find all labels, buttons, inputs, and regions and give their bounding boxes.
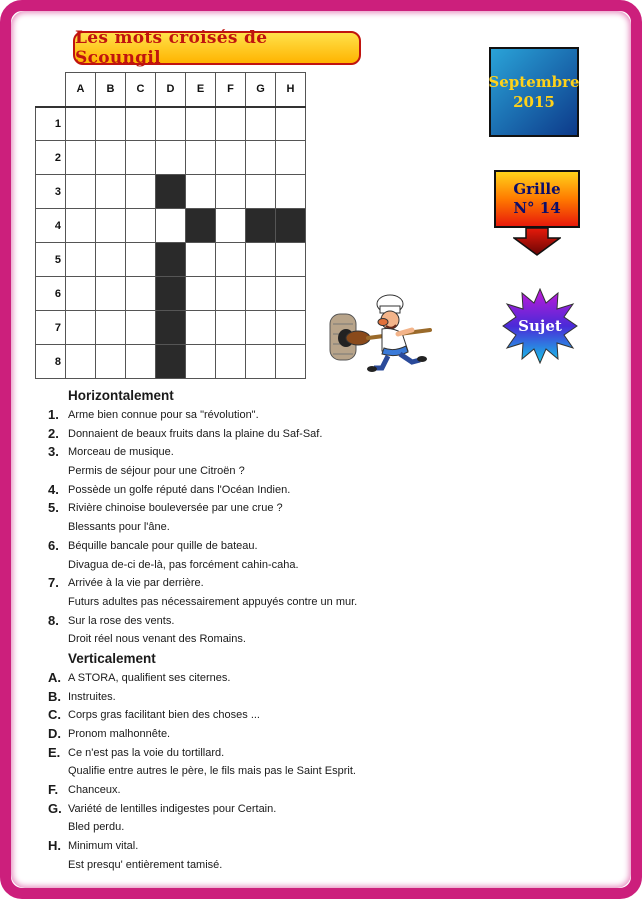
grid-cell[interactable] bbox=[186, 175, 216, 209]
black-cell bbox=[156, 243, 186, 277]
grid-cell[interactable] bbox=[126, 175, 156, 209]
column-header: C bbox=[126, 73, 156, 107]
grid-cell[interactable] bbox=[276, 175, 306, 209]
crossword-grid bbox=[35, 72, 306, 379]
grid-cell[interactable] bbox=[66, 311, 96, 345]
grid-cell[interactable] bbox=[96, 277, 126, 311]
black-cell bbox=[186, 209, 216, 243]
grid-cell[interactable] bbox=[126, 209, 156, 243]
grid-cell[interactable] bbox=[216, 311, 246, 345]
clue-item bbox=[48, 556, 488, 575]
grid-cell[interactable] bbox=[216, 345, 246, 379]
grid-cell[interactable] bbox=[126, 141, 156, 175]
clue-number: H. bbox=[48, 838, 61, 854]
grille-number-badge bbox=[494, 170, 580, 228]
grid-cell[interactable] bbox=[126, 311, 156, 345]
clue-item bbox=[48, 425, 488, 444]
clue-number: 3. bbox=[48, 444, 59, 460]
clue-text: Futurs adultes pas nécessairement appuyés contre un mur. bbox=[68, 595, 358, 608]
sujet-label: Sujet bbox=[518, 317, 562, 335]
date-month: Septembre bbox=[488, 72, 580, 91]
horizontal-clues bbox=[48, 406, 488, 649]
grid-cell[interactable] bbox=[246, 175, 276, 209]
grid-cell[interactable] bbox=[66, 107, 96, 141]
vertical-clues bbox=[48, 669, 488, 875]
clue-number: 2. bbox=[48, 425, 59, 441]
horizontal-title: Horizontalement bbox=[68, 388, 174, 403]
column-header: D bbox=[156, 73, 186, 107]
black-cell bbox=[276, 209, 306, 243]
grid-cell[interactable] bbox=[276, 243, 306, 277]
date-badge bbox=[489, 47, 579, 137]
clue-number: 4. bbox=[48, 481, 59, 497]
grid-cell[interactable] bbox=[186, 243, 216, 277]
grid-cell[interactable] bbox=[66, 209, 96, 243]
clue-number: G. bbox=[48, 800, 62, 816]
clue-text: Sur la rose des vents. bbox=[68, 614, 175, 627]
clue-number: 1. bbox=[48, 407, 59, 422]
row-header: 4 bbox=[36, 209, 66, 243]
grid-cell[interactable] bbox=[216, 277, 246, 311]
clue-item bbox=[48, 800, 488, 819]
clue-number: F. bbox=[48, 782, 59, 798]
grid-cell[interactable] bbox=[96, 345, 126, 379]
grid-cell[interactable] bbox=[186, 107, 216, 141]
grid-cell[interactable] bbox=[156, 107, 186, 141]
grid-cell[interactable] bbox=[186, 277, 216, 311]
column-header: B bbox=[96, 73, 126, 107]
clue-item bbox=[48, 499, 488, 518]
clue-item bbox=[48, 725, 488, 744]
grid-cell[interactable] bbox=[126, 107, 156, 141]
row-header: 3 bbox=[36, 175, 66, 209]
row-header: 8 bbox=[36, 345, 66, 379]
clue-text: Est presqu' entièrement tamisé. bbox=[68, 858, 223, 871]
clue-text: Arrivée à la vie par derrière. bbox=[68, 577, 204, 590]
clue-item bbox=[48, 593, 488, 612]
clue-text: Divagua de-ci de-là, pas forcément cahin-caha. bbox=[68, 558, 299, 571]
clue-text: Donnaient de beaux fruits dans la plaine du Saf-Saf. bbox=[68, 427, 323, 440]
grid-cell[interactable] bbox=[186, 141, 216, 175]
grid-cell[interactable] bbox=[246, 345, 276, 379]
date-year: 2015 bbox=[513, 93, 555, 111]
clue-text: Chanceux. bbox=[68, 784, 121, 797]
grid-cell[interactable] bbox=[66, 175, 96, 209]
clue-text: Possède un golfe réputé dans l'Océan Indien. bbox=[68, 483, 291, 496]
grid-cell[interactable] bbox=[156, 141, 186, 175]
clue-text: Blessants pour l'âne. bbox=[68, 521, 170, 534]
grid-cell[interactable] bbox=[246, 311, 276, 345]
clue-text: Corps gras facilitant bien des choses ... bbox=[68, 709, 260, 722]
grid-cell[interactable] bbox=[96, 311, 126, 345]
clue-text: Arme bien connue pour sa "révolution". bbox=[68, 409, 259, 421]
clue-item bbox=[48, 630, 488, 649]
clue-item bbox=[48, 856, 488, 875]
clue-item bbox=[48, 706, 488, 725]
clue-item bbox=[48, 688, 488, 707]
clue-item bbox=[48, 744, 488, 763]
clue-text: A STORA, qualifient ses citernes. bbox=[68, 671, 231, 684]
clue-text: Variété de lentilles indigestes pour Certain. bbox=[68, 802, 277, 815]
clue-item bbox=[48, 481, 488, 500]
column-header: E bbox=[186, 73, 216, 107]
clue-item bbox=[48, 781, 488, 800]
clue-number: 7. bbox=[48, 575, 59, 591]
grid-cell[interactable] bbox=[96, 243, 126, 277]
grid-cell[interactable] bbox=[96, 141, 126, 175]
page-title: Les mots croisés de Scoungil bbox=[73, 31, 361, 65]
clue-item bbox=[48, 462, 488, 481]
black-cell bbox=[156, 311, 186, 345]
grid-cell[interactable] bbox=[66, 345, 96, 379]
column-header: A bbox=[66, 73, 96, 107]
clue-item bbox=[48, 574, 488, 593]
clue-number: 6. bbox=[48, 537, 59, 553]
grid-cell[interactable] bbox=[276, 107, 306, 141]
clue-number: D. bbox=[48, 726, 61, 741]
grid-cell[interactable] bbox=[276, 345, 306, 379]
clue-text: Permis de séjour pour une Citroën ? bbox=[68, 465, 245, 478]
grid-cell[interactable] bbox=[156, 209, 186, 243]
black-cell bbox=[156, 175, 186, 209]
black-cell bbox=[156, 345, 186, 379]
clue-number: A. bbox=[48, 669, 61, 685]
clue-item bbox=[48, 518, 488, 537]
clue-text: Morceau de musique. bbox=[68, 446, 174, 459]
black-cell bbox=[156, 277, 186, 311]
grid-cell[interactable] bbox=[186, 311, 216, 345]
grid-cell[interactable] bbox=[66, 141, 96, 175]
grid-cell[interactable] bbox=[246, 277, 276, 311]
grid-cell[interactable] bbox=[246, 107, 276, 141]
clue-number: C. bbox=[48, 707, 61, 723]
clue-text: Ce n'est pas la voie du tortillard. bbox=[68, 746, 225, 759]
clue-item bbox=[48, 612, 488, 631]
grid-cell[interactable] bbox=[66, 277, 96, 311]
black-cell bbox=[246, 209, 276, 243]
clue-item bbox=[48, 669, 488, 688]
grid-cell[interactable] bbox=[96, 107, 126, 141]
clue-number: 8. bbox=[48, 612, 59, 628]
clue-item bbox=[48, 837, 488, 856]
clues-section bbox=[48, 386, 488, 875]
grid-cell[interactable] bbox=[96, 209, 126, 243]
column-header: F bbox=[216, 73, 246, 107]
grid-cell[interactable] bbox=[246, 243, 276, 277]
grid-cell[interactable] bbox=[126, 243, 156, 277]
grid-cell[interactable] bbox=[246, 141, 276, 175]
grid-cell[interactable] bbox=[216, 175, 246, 209]
clue-text: Bled perdu. bbox=[68, 821, 125, 834]
clue-text: Minimum vital. bbox=[68, 840, 139, 853]
row-header: 1 bbox=[36, 107, 66, 141]
clue-item bbox=[48, 443, 488, 462]
grid-cell[interactable] bbox=[276, 141, 306, 175]
column-header: G bbox=[246, 73, 276, 107]
clue-item bbox=[48, 762, 488, 781]
row-header: 5 bbox=[36, 243, 66, 277]
clue-text: Pronom malhonnête. bbox=[68, 728, 171, 740]
chef-baker-image bbox=[328, 294, 438, 376]
grid-corner bbox=[36, 73, 66, 107]
vertical-title: Verticalement bbox=[68, 650, 156, 666]
clue-text: Instruites. bbox=[68, 690, 116, 703]
grid-cell[interactable] bbox=[126, 277, 156, 311]
grid-cell[interactable] bbox=[216, 141, 246, 175]
clue-text: Béquille bancale pour quille de bateau. bbox=[68, 539, 258, 552]
clue-text: Droit réel nous venant des Romains. bbox=[68, 633, 246, 646]
arrow-down-icon bbox=[513, 228, 561, 256]
grid-cell[interactable] bbox=[126, 345, 156, 379]
grille-label: Grille bbox=[513, 180, 561, 199]
grid-cell[interactable] bbox=[216, 243, 246, 277]
grid-cell[interactable] bbox=[276, 277, 306, 311]
clue-item bbox=[48, 406, 488, 425]
grid-cell[interactable] bbox=[66, 243, 96, 277]
grid-cell[interactable] bbox=[216, 209, 246, 243]
clue-number: 5. bbox=[48, 500, 59, 516]
clue-number: B. bbox=[48, 688, 61, 704]
column-header: H bbox=[276, 73, 306, 107]
grid-cell[interactable] bbox=[216, 107, 246, 141]
grid-cell[interactable] bbox=[276, 311, 306, 345]
row-header: 6 bbox=[36, 277, 66, 311]
grille-number: N° 14 bbox=[513, 199, 561, 217]
row-header: 2 bbox=[36, 141, 66, 175]
grid-cell[interactable] bbox=[96, 175, 126, 209]
clue-item bbox=[48, 818, 488, 837]
clue-number: E. bbox=[48, 744, 61, 760]
clue-text: Rivière chinoise bouleversée par une crue ? bbox=[68, 502, 283, 515]
row-header: 7 bbox=[36, 311, 66, 345]
clue-text: Qualifie entre autres le père, le fils mais pas le Saint Esprit. bbox=[68, 765, 356, 778]
clue-item bbox=[48, 537, 488, 556]
grid-cell[interactable] bbox=[186, 345, 216, 379]
